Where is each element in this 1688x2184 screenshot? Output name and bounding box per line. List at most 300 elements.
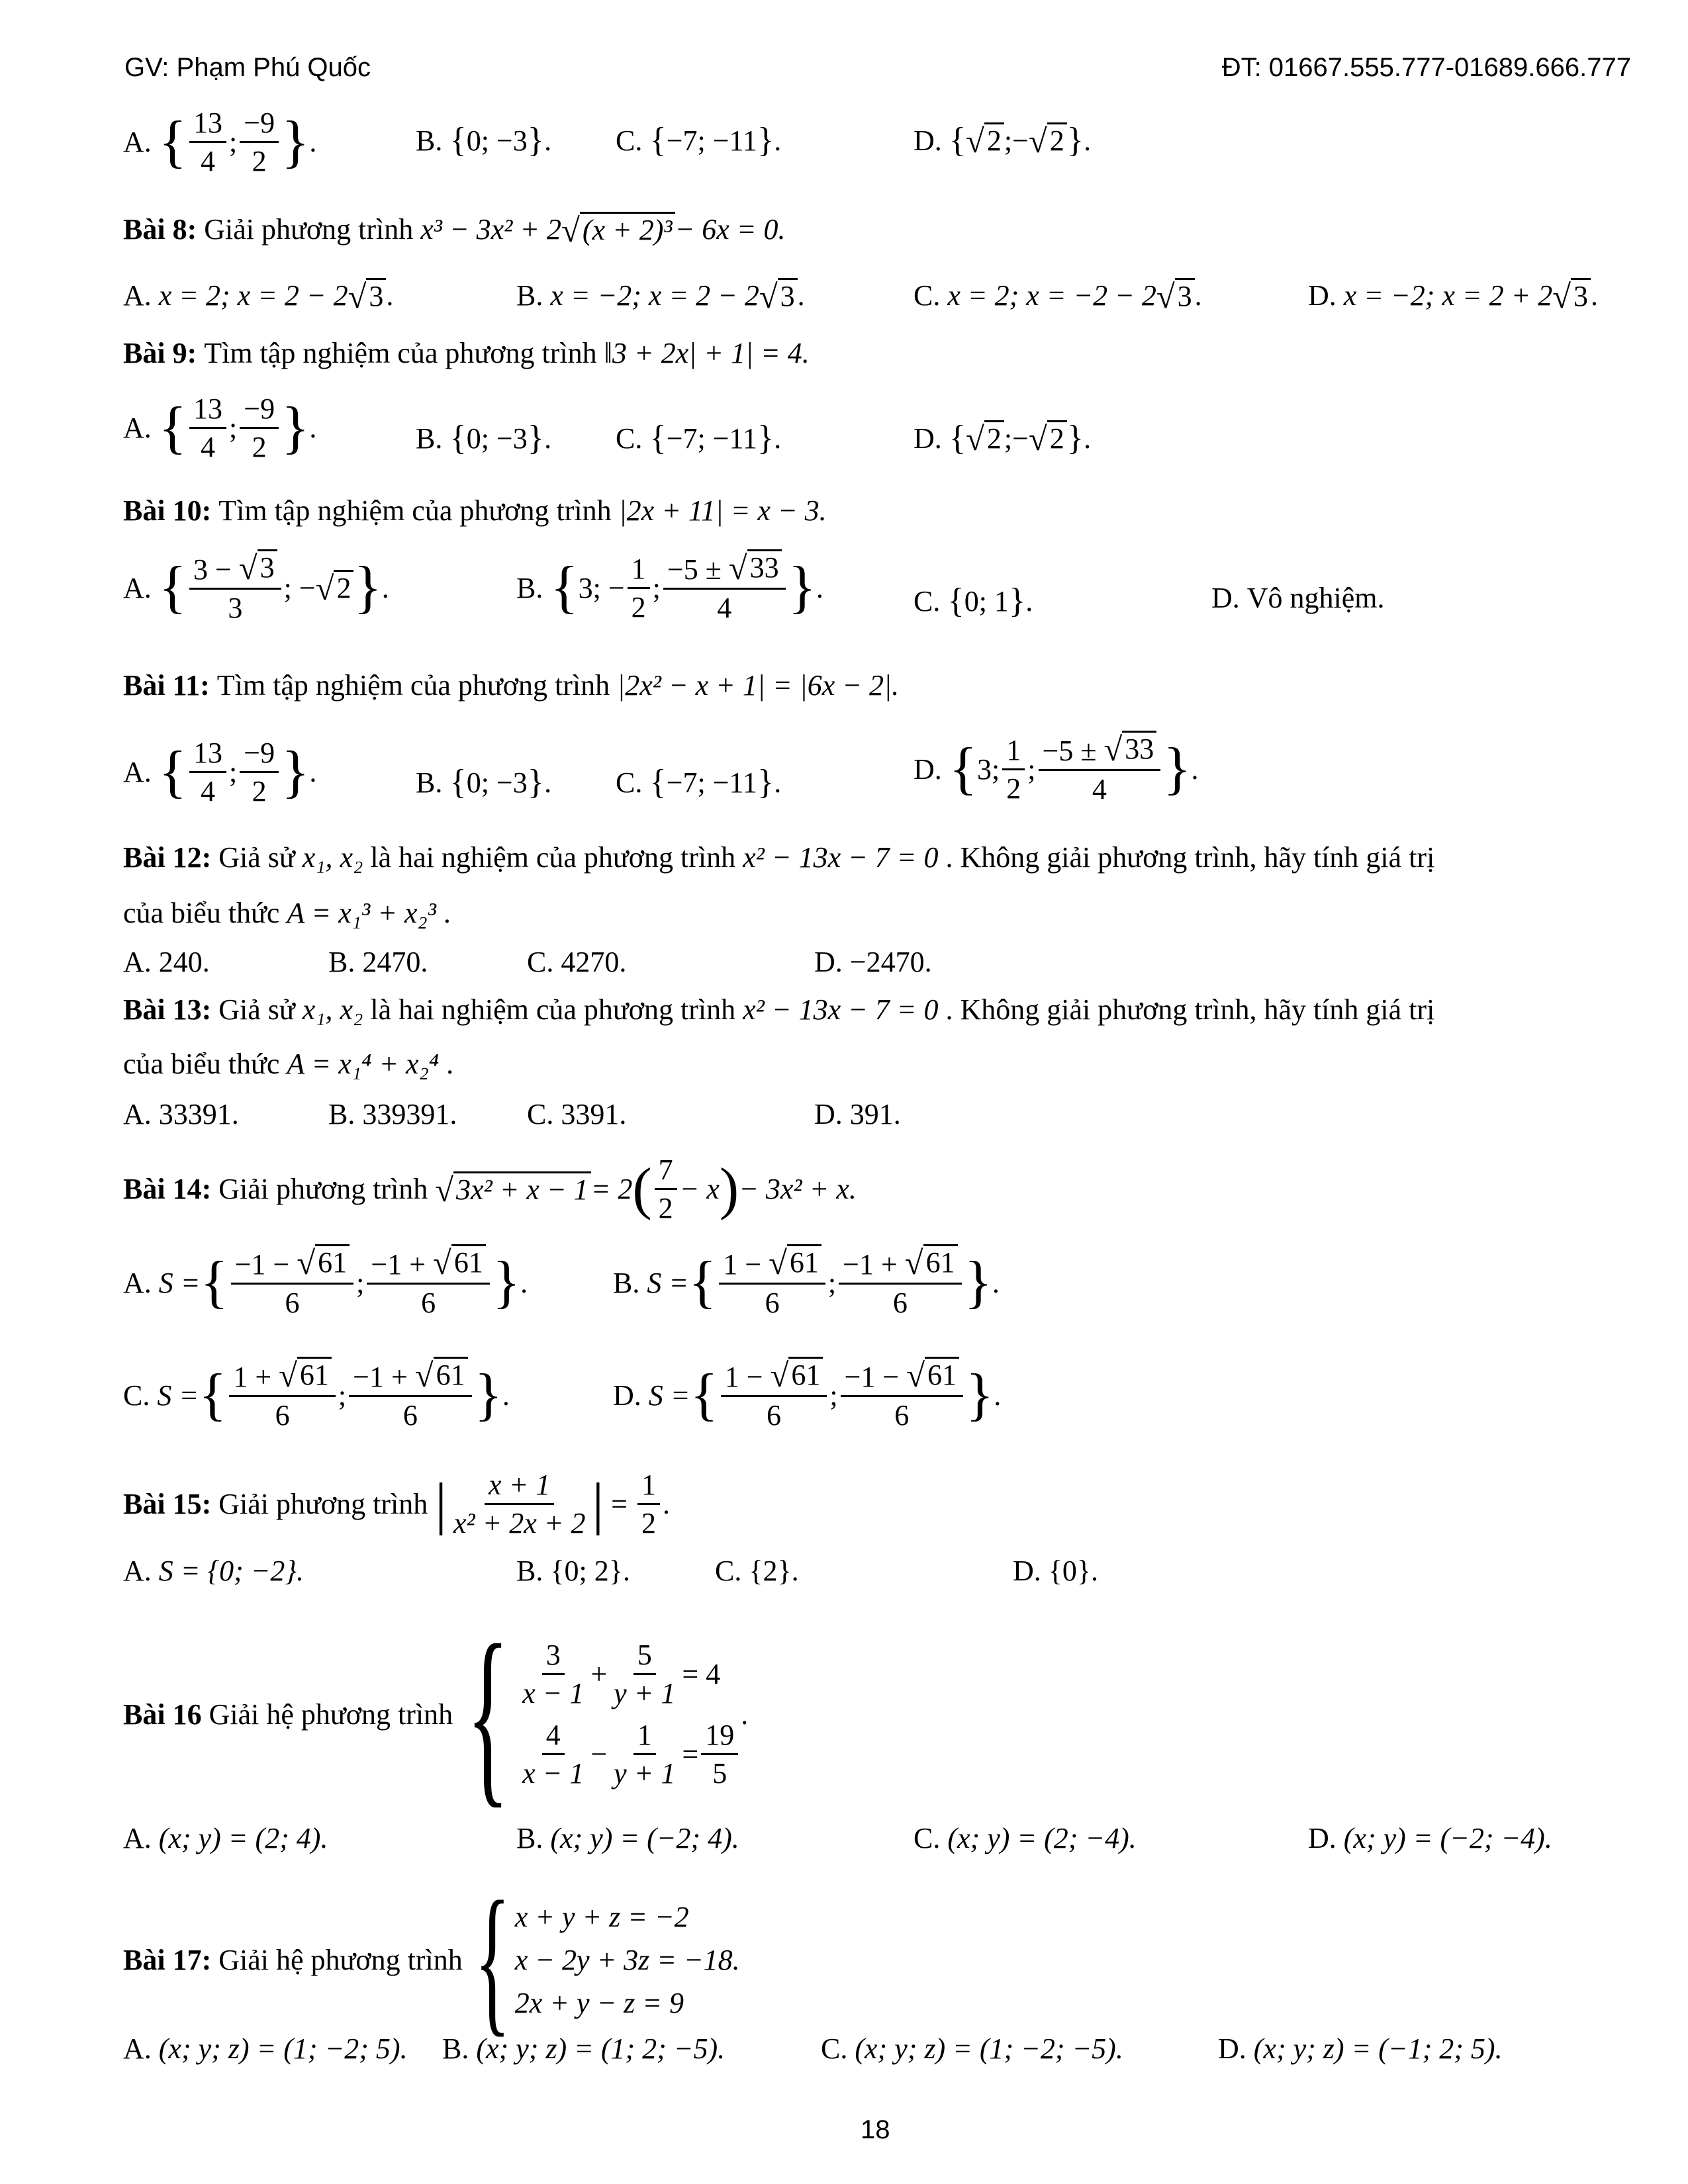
option-label: A. (123, 279, 152, 312)
question-text: Giả sử (218, 841, 295, 874)
denominator: 4 (1092, 773, 1107, 805)
numerator-text: 1 − (723, 1248, 769, 1281)
equation-part: − 6x = 0. (675, 213, 786, 246)
paren-close: ) (719, 1156, 739, 1221)
fraction (449, 1467, 590, 1541)
sqrt: √ (x + 2)³ (561, 212, 675, 248)
q14-option-c: C. S = { 1 + √ 61 6 ; −1 + √ 61 6 } . (123, 1357, 510, 1433)
radicand: 61 (434, 1357, 468, 1392)
option-label: B. (416, 422, 443, 455)
q8-option-d: D. x = −2; x = 2 + 2 √ 3 . (1308, 278, 1599, 315)
q13-option-b (328, 1097, 457, 1131)
numerator-text: −5 ± (1042, 735, 1104, 767)
option-label: D. (814, 1098, 843, 1130)
q9-option-d: D. { √ 2 ;− √ 2 } . (914, 419, 1092, 458)
question-text: là hai nghiệm của phương trình (370, 993, 736, 1026)
denominator: 2 (1006, 772, 1021, 805)
option-text: (x; y; z) = (1; 2; −5). (476, 2032, 726, 2065)
punctuation: . (446, 1048, 454, 1080)
option-label: B. (516, 279, 543, 312)
numerator: 5 (633, 1637, 656, 1675)
option-text: 33391. (158, 1098, 239, 1130)
question-text: . Không giải phương trình, hãy tính giá trị (945, 841, 1435, 874)
equation-part: x³ − 3x² + 2 (420, 213, 562, 246)
equation: x² − 13x − 7 = 0 (743, 841, 939, 874)
q16-question: Bài 16 Giải hệ phương trình { $\frac{3}{x - 1}$ + $\frac{5}{y + 1}$ = 4 $\frac{4}{x - 1}$ − $\frac{1}{y + 1}$ = $\frac{19}{5}$ . (123, 1604, 749, 1824)
option-text: 240. (158, 946, 210, 978)
denominator: 4 (201, 145, 216, 177)
q12-option-a (123, 945, 210, 979)
fraction (518, 1717, 588, 1792)
q7-option-c: C. { −7; −11 } . (616, 121, 782, 159)
question-text: . Không giải phương trình, hãy tính giá trị (945, 993, 1435, 1026)
numerator-text: −1 + (371, 1248, 434, 1281)
option-label: A. (123, 571, 152, 604)
fraction (610, 1717, 679, 1792)
set-symbol: S = (648, 1379, 690, 1412)
numerator-text: −1 − (234, 1248, 297, 1281)
abs-bar: | (435, 1471, 447, 1536)
option-label: B. (416, 766, 443, 799)
denominator: 6 (421, 1287, 436, 1319)
option-label: C. (914, 584, 941, 617)
system-rows (516, 1637, 741, 1792)
radicand: 2 (1047, 420, 1067, 456)
question-number: Bài 11: (123, 669, 210, 702)
option-text: 3391. (561, 1098, 627, 1130)
radicand: 61 (925, 1357, 959, 1392)
numerator-text: 1 + (233, 1361, 279, 1393)
denominator: 2 (252, 775, 267, 807)
denominator: 4 (201, 775, 216, 807)
question-text: của biểu thức (123, 897, 280, 929)
equation-part: − x (679, 1173, 720, 1205)
radicand: 61 (923, 1244, 958, 1280)
option-text: 2470. (362, 946, 428, 978)
q8-option-b: B. x = −2; x = 2 − 2 √ 3 . (516, 278, 805, 315)
option-label: D. (1211, 582, 1240, 614)
q12-question-line1 (123, 841, 1434, 874)
q13-option-c (527, 1097, 626, 1131)
set-values: −7; −11 (666, 766, 757, 799)
question-text: Tìm tập nghiệm của phương trình (204, 337, 597, 369)
option-label: D. (1218, 2032, 1246, 2065)
q11-option-a: A. { $\frac{13}{4}$ ; $\frac{-9}{2}$ } . (123, 735, 316, 809)
q10-option-a: A. { 3 − √ 3 3 ; − √ 2 } . (123, 549, 389, 626)
sqrt: √ 3 (1552, 278, 1591, 314)
denominator: 2 (658, 1192, 673, 1224)
option-label: C. (616, 766, 643, 799)
fraction (189, 105, 226, 179)
radicand: 61 (451, 1244, 486, 1280)
option-text: (x; y) = (−2; −4). (1343, 1822, 1552, 1854)
option-text: x = −2; x = 2 + 2 (1343, 279, 1553, 312)
radicand: 3 (366, 278, 386, 314)
option-text: (x; y) = (2; 4). (158, 1822, 328, 1854)
numerator: 1 (637, 1467, 660, 1505)
numerator: −9 (240, 105, 279, 143)
denominator: 2 (631, 590, 646, 623)
question-number: Bài 15: (123, 1488, 212, 1520)
fraction (1002, 732, 1025, 807)
fraction (240, 735, 279, 809)
option-text: (x; y) = (2; −4). (947, 1822, 1137, 1854)
q17-option-b (442, 2032, 725, 2066)
option-text: Vô nghiệm. (1246, 582, 1385, 614)
question-number: Bài 16 (123, 1698, 202, 1731)
option-label: A. (123, 756, 152, 788)
variables: x₁, x₂ (302, 993, 363, 1026)
denominator: 5 (712, 1757, 727, 1790)
radicand: (x + 2)³ (580, 212, 675, 248)
radicand: 61 (297, 1357, 332, 1392)
equation: x² − 13x − 7 = 0 (743, 993, 939, 1026)
option-label: B. (516, 1555, 543, 1587)
denominator: 6 (767, 1399, 782, 1432)
option-text: {0; 2}. (550, 1555, 630, 1587)
q11-option-b: B. { 0; −3 } . (416, 763, 552, 801)
option-label: B. (613, 1266, 640, 1299)
system-row-2: x − 2y + 3z = −18. (514, 1943, 740, 1976)
radicand: 3 (778, 278, 798, 314)
numerator: 13 (189, 735, 226, 773)
question-number: Bài 14: (123, 1173, 212, 1205)
radicand: 61 (788, 1357, 823, 1392)
option-label: A. (123, 946, 152, 978)
q8-option-c: C. x = 2; x = −2 − 2 √ 3 . (914, 278, 1202, 315)
q13-option-a (123, 1097, 239, 1131)
question-number: Bài 10: (123, 494, 212, 527)
system-row-1: x + y + z = −2 (514, 1900, 689, 1933)
denominator: y + 1 (614, 1677, 676, 1709)
paren-open: ( (632, 1156, 652, 1221)
set-symbol: S = (157, 1379, 199, 1412)
fraction: 1 − √ 61 6 (719, 1244, 825, 1321)
set-values: 0; −3 (466, 422, 528, 455)
numerator: 1 (633, 1717, 656, 1755)
fraction: −1 − √ 61 6 (841, 1357, 963, 1433)
system-rows (515, 1900, 740, 2020)
q17-option-a (123, 2032, 408, 2066)
q9-option-a: A. { $\frac{13}{4}$ ; $\frac{-9}{2}$ } . (123, 390, 316, 465)
question-text: Giải phương trình (218, 1173, 428, 1205)
question-number: Bài 17: (123, 1943, 212, 1976)
option-text: x = 2; x = −2 − 2 (947, 279, 1156, 312)
radicand: 3 (1175, 278, 1195, 314)
numerator: x + 1 (485, 1467, 554, 1505)
system-brace: { (474, 1868, 510, 2051)
sqrt: √ 2 (966, 122, 1004, 158)
q17-option-c (821, 2032, 1123, 2066)
question-number: Bài 9: (123, 337, 197, 369)
q16-option-a (123, 1821, 328, 1855)
system-row-1: $\frac{3}{x - 1}$ + $\frac{5}{y + 1}$ = 4 (516, 1637, 741, 1711)
option-text: S = {0; −2}. (158, 1555, 305, 1587)
q8-option-a: A. x = 2; x = 2 − 2 √ 3 . (123, 278, 394, 315)
radicand: 61 (315, 1244, 350, 1280)
fraction (655, 1152, 677, 1226)
option-label: A. (123, 2032, 152, 2065)
q14-option-b: B. S = { 1 − √ 61 6 ; −1 + √ 61 6 } . (613, 1244, 1000, 1321)
option-text: 3; (977, 752, 1000, 786)
set-values: 0; 1 (964, 584, 1009, 617)
sqrt: √ 3 (759, 278, 798, 314)
fraction (240, 105, 279, 179)
option-text: x = −2; x = 2 − 2 (550, 279, 759, 312)
option-label: C. (616, 422, 643, 455)
option-label: B. (516, 1822, 543, 1854)
denominator: 6 (892, 1287, 908, 1319)
denominator: 6 (275, 1399, 290, 1432)
set-values: −7; −11 (666, 124, 757, 157)
question-text: Tìm tập nghiệm của phương trình (218, 494, 612, 527)
equation: |2x + 11| = x − 3. (618, 494, 827, 527)
option-label: A. (123, 1266, 152, 1299)
numerator: 7 (655, 1152, 677, 1190)
question-text: Giải hệ phương trình (209, 1698, 453, 1731)
denominator: x − 1 (522, 1677, 585, 1709)
equation-system (460, 1604, 741, 1824)
option-label: B. (328, 946, 355, 978)
set-symbol: S = (158, 1266, 201, 1299)
fraction (701, 1717, 738, 1792)
q16-option-c (914, 1821, 1137, 1855)
numerator: 13 (189, 390, 226, 429)
radicand: 3x² + x − 1 (453, 1171, 591, 1207)
q9-option-c: C. { −7; −11 } . (616, 419, 782, 457)
option-label: C. (914, 1822, 941, 1854)
page-number: 18 (861, 2115, 890, 2144)
question-number: Bài 13: (123, 993, 212, 1026)
option-text: (x; y; z) = (1; −2; 5). (158, 2032, 408, 2065)
q16-option-d (1308, 1821, 1552, 1855)
denominator: y + 1 (614, 1757, 676, 1790)
denominator: 6 (894, 1399, 910, 1432)
variables: x₁, x₂ (302, 841, 363, 874)
q8-question (123, 212, 785, 248)
fraction: −1 + √ 61 6 (367, 1244, 489, 1321)
fraction: −5 ± √ 33 4 (1039, 731, 1161, 807)
system-row-2: $\frac{4}{x - 1}$ − $\frac{1}{y + 1}$ = $\frac{19}{5}$ (516, 1717, 741, 1792)
fraction: −1 + √ 61 6 (839, 1244, 961, 1321)
radicand: 3 (1571, 278, 1591, 314)
option-label: D. (1308, 1822, 1336, 1854)
fraction: −1 + √ 61 6 (349, 1357, 471, 1433)
q11-option-d: D. { 3; $\frac{1}{2}$ ; −5 ± √ 33 4 } . (914, 731, 1199, 807)
option-label: A. (123, 1822, 152, 1854)
radicand: 61 (787, 1244, 821, 1280)
denominator: x² + 2x + 2 (453, 1507, 586, 1539)
numerator-text: 1 − (724, 1361, 771, 1393)
q16-option-b (516, 1821, 739, 1855)
question-text: của biểu thức (123, 1048, 280, 1080)
denominator: 2 (252, 145, 267, 177)
sqrt: √ 2 (1029, 122, 1067, 158)
numerator: 1 (1002, 732, 1025, 770)
question-text: Giả sử (218, 993, 295, 1026)
q7-option-a: A. { $\frac{13}{4}$ ; $\frac{-9}{2}$ } . (123, 105, 316, 179)
denominator: 3 (228, 592, 243, 624)
fraction: 3 − √ 3 3 (189, 549, 281, 626)
radicand: 2 (334, 570, 353, 606)
numerator-text: 3 − (193, 553, 239, 586)
denominator: 4 (717, 592, 732, 624)
option-text: 391. (849, 1098, 901, 1130)
q11-question (123, 668, 899, 702)
fraction (189, 735, 226, 809)
option-text: 339391. (362, 1098, 457, 1130)
set-values: 0; −3 (466, 766, 528, 799)
radicand: 33 (1122, 731, 1156, 766)
radicand: 33 (747, 549, 782, 585)
numerator: 3 (542, 1637, 565, 1675)
fraction (628, 551, 650, 625)
option-label: C. (616, 124, 643, 157)
q14-option-d: D. S = { 1 − √ 61 6 ; −1 − √ 61 6 } . (613, 1357, 1001, 1433)
fraction (189, 390, 226, 465)
option-label: A. (123, 1555, 152, 1587)
fraction: −5 ± √ 33 4 (663, 549, 786, 626)
option-label: B. (328, 1098, 355, 1130)
option-text: (x; y; z) = (1; −2; −5). (855, 2032, 1123, 2065)
sqrt: √ 3x² + x − 1 (435, 1171, 590, 1207)
option-text: {2}. (749, 1555, 799, 1587)
q12-option-d (814, 945, 932, 979)
numerator: 4 (542, 1717, 565, 1755)
separator: ;− (1004, 124, 1029, 157)
radicand: 2 (1047, 122, 1067, 158)
option-text: {0}. (1048, 1555, 1099, 1587)
option-label: D. (914, 752, 942, 786)
option-label: D. (613, 1379, 641, 1412)
fraction: −1 − √ 61 6 (231, 1244, 353, 1321)
q12-option-c (527, 945, 626, 979)
denominator: 2 (252, 431, 267, 463)
q15-option-a (123, 1554, 304, 1588)
question-text: là hai nghiệm của phương trình (370, 841, 736, 874)
numerator: 1 (628, 551, 650, 589)
option-label: D. (1013, 1555, 1041, 1587)
q12-question-line2 (123, 896, 451, 930)
denominator: x − 1 (522, 1757, 585, 1790)
option-text: 3; − (578, 571, 625, 604)
option-label: C. (914, 279, 941, 312)
numerator-text: −1 + (843, 1248, 905, 1281)
question-text: Tìm tập nghiệm của phương trình (216, 669, 610, 702)
numerator: −9 (240, 390, 279, 429)
q10-question (123, 494, 827, 527)
option-label: A. (123, 412, 152, 444)
numerator: 19 (701, 1717, 738, 1755)
q10-option-b: B. { 3; − $\frac{1}{2}$ ; −5 ± √ 33 4 } . (516, 549, 823, 626)
q9-question (123, 336, 810, 370)
q14-option-a: A. S = { −1 − √ 61 6 ; −1 + √ 61 6 } . (123, 1244, 528, 1321)
fraction (637, 1467, 660, 1541)
expression: A = x₁⁴ + x₂⁴ (287, 1048, 440, 1080)
question-text: Giải hệ phương trình (218, 1943, 463, 1976)
sqrt: √ 3 (1156, 278, 1195, 314)
brace-open: { (158, 109, 187, 174)
option-label: C. (527, 1098, 554, 1130)
denominator: 4 (201, 431, 216, 463)
option-label: B. (516, 571, 543, 604)
option-label: A. (123, 126, 152, 158)
numerator-text: −1 + (353, 1361, 415, 1393)
option-label: D. (914, 422, 942, 455)
sqrt: √ 3 (348, 278, 387, 314)
option-label: D. (814, 946, 843, 978)
option-label: B. (442, 2032, 469, 2065)
equation-part: = 2 (590, 1173, 633, 1205)
q15-option-c (715, 1554, 799, 1588)
option-text: 4270. (561, 946, 627, 978)
option-label: D. (914, 124, 942, 157)
question-text: Giải phương trình (204, 213, 414, 246)
row-rhs: = 4 (682, 1658, 721, 1690)
option-text: −2470. (849, 946, 932, 978)
fraction: 1 − √ 61 6 (721, 1357, 827, 1433)
header-teacher: GV: Phạm Phú Quốc (124, 53, 371, 82)
set-symbol: S = (647, 1266, 689, 1299)
equation-part: − 3x² + x. (739, 1173, 857, 1205)
q17-option-d (1218, 2032, 1503, 2066)
q14-question (123, 1152, 857, 1226)
brace-close: } (281, 109, 310, 174)
abs-bar: | (592, 1471, 604, 1536)
system-row-3: 2x + y − z = 9 (514, 1986, 684, 2019)
q13-question-line1 (123, 993, 1434, 1026)
numerator-text: −1 − (844, 1361, 907, 1393)
expression: A = x₁³ + x₂³ (287, 897, 436, 929)
q13-question-line2 (123, 1047, 453, 1081)
denominator: 6 (285, 1287, 300, 1319)
q10-option-d (1211, 581, 1385, 615)
question-number: Bài 8: (123, 213, 197, 246)
denominator: 6 (765, 1287, 780, 1319)
fraction (240, 390, 279, 465)
numerator-text: −5 ± (667, 553, 729, 586)
q7-option-d: D. { √ 2 ;− √ 2 } . (914, 121, 1092, 160)
q15-question: Bài 15: Giải phương trình | $\frac{x + 1}{\text{x² + 2x + 2}}$ | = $\frac{1}{2}$ . (123, 1467, 670, 1541)
system-brace: { (466, 1604, 510, 1824)
q13-option-d (814, 1097, 901, 1131)
equation: ‖3 + 2x| + 1| = 4. (604, 337, 810, 369)
q7-options (123, 105, 316, 179)
numerator: 13 (189, 105, 226, 143)
question-text: Giải phương trình (218, 1488, 428, 1520)
set-values: −7; −11 (666, 422, 757, 455)
numerator: −9 (240, 735, 279, 773)
q7-option-b: B. { 0; −3 } . (416, 121, 552, 159)
option-text: x = 2; x = 2 − 2 (158, 279, 348, 312)
option-text: (x; y; z) = (−1; 2; 5). (1253, 2032, 1503, 2065)
q12-option-b (328, 945, 428, 979)
q11-option-c: C. { −7; −11 } . (616, 763, 782, 801)
radicand: 2 (984, 420, 1004, 456)
denominator: 2 (641, 1507, 656, 1539)
option-label: C. (123, 1379, 150, 1412)
option-text: (x; y) = (−2; 4). (550, 1822, 739, 1854)
q15-option-d (1013, 1554, 1098, 1588)
radicand: 2 (984, 122, 1004, 158)
equation: |2x² − x + 1| = |6x − 2|. (617, 669, 900, 702)
option-label: A. (123, 1098, 152, 1130)
header-phone: ĐT: 01667.555.777-01689.666.777 (1221, 53, 1631, 82)
punctuation: . (443, 897, 451, 929)
fraction: 1 + √ 61 6 (229, 1357, 336, 1433)
question-number: Bài 12: (123, 841, 212, 874)
denominator: 6 (402, 1399, 418, 1432)
